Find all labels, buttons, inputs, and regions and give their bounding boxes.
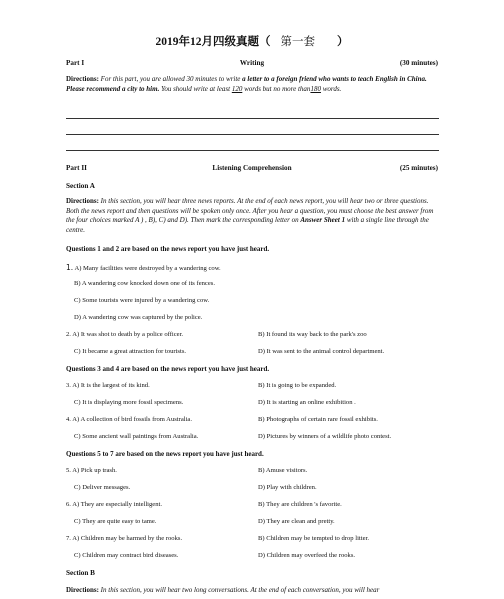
directions-label: Directions: bbox=[66, 75, 99, 83]
part1-directions bbox=[66, 75, 439, 94]
part2-name: Listening Comprehension bbox=[212, 164, 292, 172]
q1-option-c: C) Some tourists were injured by a wandering cow. bbox=[74, 297, 210, 304]
part1-label: Part I bbox=[66, 59, 85, 67]
part1-time: (30 minutes) bbox=[399, 59, 438, 67]
q3-option-d: D) It is starting an online exhibition . bbox=[258, 399, 356, 406]
q1-option-d: D) A wandering cow was captured by the police. bbox=[74, 314, 203, 321]
q5-option-d: D) Play with children. bbox=[258, 484, 317, 491]
q4-option-a: 4. A) A collection of bird fossils from Australia. bbox=[66, 416, 192, 423]
q6-option-c: C) They are quite easy to tame. bbox=[74, 518, 157, 525]
q6-option-b: B) They are children 's favorite. bbox=[258, 501, 342, 508]
part2-directions bbox=[66, 197, 439, 235]
directions-text: words. bbox=[320, 84, 342, 93]
part2-label: Part II bbox=[66, 164, 87, 172]
q2-option-c: C) It became a great attraction for tourists. bbox=[74, 348, 187, 355]
q3-option-b: B) It is going to be expanded. bbox=[258, 382, 337, 389]
answer-line bbox=[66, 150, 439, 151]
max-words: 180 bbox=[310, 84, 321, 93]
directions-text: In this section, you will hear three news reports. At the end of each news report, you will hear two or three questions. Both the news report and then questions will be spoken only once. After you hear a question, you must choose the best answer from the four choices marked A ) , B), C) and D). Then mark the corresponding letter on bbox=[66, 197, 434, 225]
q12-heading: Questions 1 and 2 are based on the news report you have just heard. bbox=[66, 245, 270, 253]
answer-line bbox=[66, 118, 439, 119]
q5-option-a: 5. A) Pick up trash. bbox=[66, 467, 117, 474]
answer-line bbox=[66, 134, 439, 135]
min-words: 120 bbox=[231, 84, 243, 93]
title-close: ） bbox=[337, 36, 349, 48]
q7-option-a: 7. A) Children may be harmed by the rooks. bbox=[66, 535, 183, 542]
set-label: 第一套 bbox=[280, 36, 315, 48]
part2-time: (25 minutes) bbox=[399, 164, 438, 172]
q3-option-c: C) It is displaying more fossil specimens. bbox=[74, 399, 184, 406]
q5-option-b: B) Amuse visitors. bbox=[258, 467, 308, 474]
q7-option-d: D) Children may overfeed the rooks. bbox=[258, 552, 356, 559]
directions-text: with a single line through the centre. bbox=[66, 216, 429, 234]
q7-option-b: B) Children may be tempted to drop litter. bbox=[258, 535, 369, 542]
directions-text: You should write at least bbox=[159, 84, 232, 93]
q1-a-text: A) Many facilities were destroyed by a wandering cow. bbox=[74, 265, 221, 272]
q6-option-a: 6. A) They are especially intelligent. bbox=[66, 501, 163, 508]
q5-option-c: C) Deliver messages. bbox=[74, 484, 131, 491]
q1-option-b: B) A wandering cow knocked down one of its fences. bbox=[74, 280, 215, 287]
directions-label: Directions: bbox=[66, 586, 99, 594]
directions-text: In this section, you will hear two long conversations. At the end of each conversation, you will hear bbox=[98, 586, 380, 594]
q3-option-a: 3. A) It is the largest of its kind. bbox=[66, 382, 150, 389]
q57-heading: Questions 5 to 7 are based on the news report you have just heard. bbox=[66, 450, 264, 458]
directions-text: For this part, you are allowed 30 minutes to write bbox=[98, 75, 243, 83]
q34-heading: Questions 3 and 4 are based on the news report you have just heard. bbox=[66, 365, 270, 373]
q2-option-d: D) It was sent to the animal control department. bbox=[258, 348, 385, 355]
q1-option-a bbox=[66, 263, 221, 272]
section-b-heading: Section B bbox=[66, 569, 95, 577]
q2-option-b: B) It found its way back to the park's zoo bbox=[258, 331, 367, 338]
part1-header bbox=[66, 59, 438, 67]
answer-sheet-ref: Answer Sheet 1 bbox=[300, 216, 346, 225]
q6-option-d: D) They are clean and pretty. bbox=[258, 518, 335, 525]
q2-option-a: 2. A) It was shot to death by a police officer. bbox=[66, 331, 184, 338]
q4-option-b: B) Photographs of certain rare fossil exhibits. bbox=[258, 416, 378, 423]
part2-header bbox=[66, 164, 438, 172]
q4-option-c: C) Some ancient wall paintings from Australia. bbox=[74, 433, 199, 440]
title-text: 2019年12月四级真题（ bbox=[155, 36, 271, 48]
section-b-directions bbox=[66, 586, 439, 594]
part1-name: Writing bbox=[239, 59, 265, 67]
q4-option-d: D) Pictures by winners of a wildlife photo contest. bbox=[258, 433, 392, 440]
q7-option-c: C) Children may contract bird diseases. bbox=[74, 552, 179, 559]
directions-text: words but no more than bbox=[242, 84, 311, 93]
exam-title bbox=[0, 33, 504, 49]
directions-label: Directions: bbox=[66, 197, 99, 205]
section-a-heading: Section A bbox=[66, 182, 95, 190]
directions-task: a letter to a foreign friend who wants to teach English in China. Please recommend a city to him. bbox=[66, 75, 427, 93]
q1-number: 1. bbox=[66, 263, 74, 272]
